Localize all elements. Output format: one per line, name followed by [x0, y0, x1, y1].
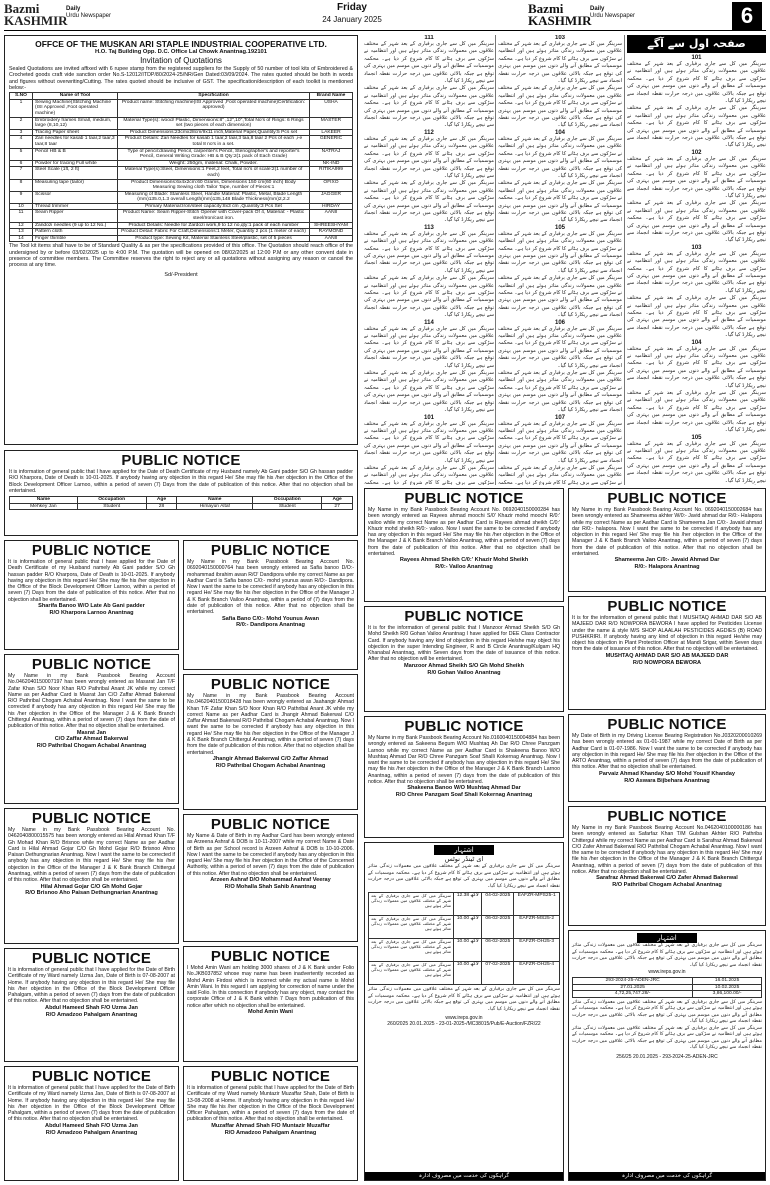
table-cell: Measuring tape (tailor) — [33, 179, 118, 191]
tender-title: OFFCE OF THE MUSKAN ARI STAPLE INDUSTRIAL COOPERATIVE LTD. — [35, 39, 327, 49]
notice-address: R/O Mohalla Shah Sahib Anantnag — [224, 883, 317, 890]
news-item-number: 103 — [554, 35, 565, 41]
urdu-column-2 — [498, 35, 622, 485]
news-paragraph: سرینگر میں کل سے جاری برفباری کے بعد شہر کے مختلف علاقوں میں معمولات زندگی متاثر ہوئے ہیں اور انتظامیہ نے سڑکوں سے برف ہٹانے کا کام شروع کر دیا ہے۔ محکمہ — [364, 464, 494, 485]
lot-date: 07-02-2025 — [482, 962, 514, 985]
table-cell: Himayun Altaf — [177, 503, 253, 510]
news-paragraph — [627, 441, 766, 485]
news-item-number: 105 — [691, 434, 702, 441]
masthead-left — [4, 3, 68, 27]
lot-date: 06-02-2025 — [482, 916, 514, 939]
table-row — [10, 210, 353, 222]
public-notice — [4, 540, 179, 650]
notice-title: PUBLIC NOTICE — [607, 716, 727, 733]
notice-signature: Sharifa Banoo W/O Late Ab Gani padder — [38, 603, 145, 610]
public-notice — [568, 488, 766, 592]
news-paragraph: سرینگر میں کل سے جاری برفباری کے بعد شہر کے مختلف علاقوں میں معمولات زندگی متاثر ہوئے ہیں اور انتظامیہ نے سڑکوں سے برف ہٹانے کا کام شروع کر دیا ہے۔ محکمہ موسمیات کے مطابق آنے والے دنوں میں موسم میں بہتری کی توقع ہے جبکہ بالائی علاقوں میں درجہ حرارت نقطہ انجماد سے نیچے ریکارڈ کیا گیا۔ — [364, 230, 494, 274]
table-row — [10, 129, 353, 136]
notice-signature: Jhangir Ahmad Bakerwal C/O Zaffar Ahmad — [212, 755, 329, 762]
table-row — [10, 191, 353, 203]
table-cell: Product Details: Zari Needles for kasab 1 taar,2 taar,3 taa,8 taar 2 Pcs of each ,i-e total 8 no's in a set. — [118, 136, 310, 148]
table-cell: Embroidery frames Small, medium, large (8,10,12) — [33, 117, 118, 129]
table-row — [10, 160, 353, 167]
table-cell: HIRDAY — [310, 203, 353, 210]
table-cell: Steel Scale (1ft, 2 ft) — [33, 167, 118, 179]
urdu-column-1 — [364, 35, 494, 485]
table-cell: Zandozi needles (9 up to 12 No.) — [33, 222, 118, 229]
notice-address: R/O Amadzoo Pahalgam Anantnag — [45, 1129, 138, 1136]
table-cell: 13 — [10, 229, 33, 236]
table-cell: Student — [253, 503, 322, 510]
news-paragraph: سرینگر میں کل سے جاری برفباری کے بعد شہر کے مختلف علاقوں میں معمولات زندگی متاثر ہوئے ہیں اور انتظامیہ نے سڑکوں سے برف ہٹانے کا کام شروع کر دیا ہے۔ محکمہ — [498, 464, 622, 485]
news-paragraph: سرینگر میں کل سے جاری برفباری کے بعد شہر کے مختلف علاقوں میں معمولات زندگی متاثر ہوئے ہیں اور انتظامیہ نے سڑکوں سے برف ہٹانے کا کام شروع کر دیا ہے۔ محکمہ موسمیات کے مطابق آنے والے دنوں میں موسم میں بہتری کی توقع ہے جبکہ بالائی علاقوں میں درجہ حرارت نقطہ انجماد سے نیچے ریکارڈ کیا گیا۔ — [364, 275, 494, 319]
table-row — [10, 203, 353, 210]
table-row — [10, 179, 353, 191]
notice-title: PUBLIC NOTICE — [210, 676, 331, 693]
notice-body: My Name in my Bank Passbook Bearing Account No.0462040100000186 has been wrongly entered as Safarfaz Khan T/M Gulshan Akhter R/O Pathriba Chittergul while my correct Name as per Aadhar Card is Sarafraz Ahmad Bakerwal C/O Zafer Ahmad Bakerwal R/O Pathribal Chogam Achabal Anantnag. Now I want the same to be corrected if anybody has any objection in this regard He/ She may file his /her objection in the Office of the Manager J & K Bank Branch Chittergul Anantnag, within a period of seven (7) days from the date of publication of this notice. After that no objection shall be entertained. — [572, 825, 762, 876]
brand-top: Bazmi — [4, 1, 40, 16]
news-item-number: 101 — [691, 55, 702, 61]
table-cell: Product name: Stitching machine(ISI Approved ,Foot operated machine)Certification: approved) — [118, 99, 310, 117]
news-item-number: 105 — [554, 224, 565, 231]
notice-signature: Safia Bano C/0:- Mohd Younus Awan — [221, 615, 320, 622]
public-notice — [183, 674, 358, 810]
notice-signature: Shakeena Banoo W/O Mushtaq Ahmad Dar — [407, 785, 521, 792]
lot-amount: 12.38 لاکھ — [454, 893, 482, 916]
table-cell: NATRAJ — [310, 148, 353, 160]
notice-title: PUBLIC NOTICE — [404, 490, 524, 507]
public-notice — [4, 654, 179, 804]
lot-date: 06-02-2025 — [482, 939, 514, 962]
notice-address: R/O Amadzoo Pahalgam Anantnag — [45, 1011, 138, 1018]
news-item-number: 104 — [554, 129, 565, 136]
news-paragraph: سرینگر میں کل سے جاری برفباری کے بعد شہر کے مختلف علاقوں میں معمولات زندگی متاثر ہوئے ہیں اور انتظامیہ نے سڑکوں سے برف ہٹانے کا کام شروع کر دیا ہے۔ محکمہ موسمیات کے مطابق آنے والے دنوں میں موسم میں بہتری کی توقع ہے جبکہ بالائی علاقوں میں درجہ حرارت نقطہ انجماد سے نیچے ریکارڈ کیا گیا۔ — [498, 275, 622, 319]
table-cell: 5 — [10, 148, 33, 160]
table-cell: 7 — [10, 167, 33, 179]
public-notice — [183, 540, 358, 670]
table-cell: Product Details: Needle for Zardozi work,9 to 12 no,qty:1 pack of each number — [118, 222, 310, 229]
notice-title: PUBLIC NOTICE — [210, 1068, 331, 1085]
lot-ref: EAFZR-OH25-4 — [514, 962, 560, 985]
tender-signature: Sd/-President — [164, 271, 198, 278]
table-cell: LAKEER — [310, 129, 353, 136]
col-age: Age — [146, 497, 177, 504]
news-paragraph: سرینگر میں کل سے جاری برفباری کے بعد شہر کے مختلف علاقوں میں معمولات زندگی متاثر ہوئے ہیں اور انتظامیہ نے سڑکوں سے برف ہٹانے کا کام شروع کر دیا ہے۔ محکمہ موسمیات کے مطابق آنے والے دنوں میں موسم میں بہتری کی توقع ہے جبکہ بالائی علاقوں میں درجہ حرارت نقطہ انجماد سے نیچے ریکارڈ کیا گیا۔ — [627, 105, 766, 149]
public-notice — [183, 814, 358, 942]
heirs-table — [9, 496, 353, 510]
notice-signature: Hilal Ahmad Gojar C/O Gh Mohd Gojar — [40, 883, 143, 890]
header-rule — [4, 30, 766, 31]
news-paragraph: سرینگر میں کل سے جاری برفباری کے بعد شہر کے مختلف علاقوں میں معمولات زندگی متاثر ہوئے ہیں اور انتظامیہ نے سڑکوں سے برف ہٹانے کا کام شروع کر دیا ہے۔ محکمہ موسمیات کے مطابق آنے والے دنوں میں موسم میں بہتری کی توقع ہے جبکہ بالائی علاقوں میں درجہ حرارت نقطہ انجماد سے نیچے ریکارڈ کیا گیا۔ — [364, 420, 494, 464]
table-cell: 28 — [146, 503, 177, 510]
news-paragraph: سرینگر میں کل سے جاری برفباری کے بعد شہر کے مختلف علاقوں میں معمولات زندگی متاثر ہوئے ہیں اور انتظامیہ نے سڑکوں سے برف ہٹانے کا کام شروع کر دیا ہے۔ محکمہ موسمیات کے مطابق آنے والے دنوں میں موسم میں بہتری کی توقع ہے جبکہ بالائی علاقوں میں درجہ حرارت نقطہ انجماد سے نیچے ریکارڈ کیا گیا۔ — [498, 85, 622, 129]
notice-wide — [4, 450, 358, 536]
table-cell: Measuring of Blade: Stainless Steel, Handle Material: Plastic, Metal, Blade Length (mm)135.0,1.3 overall Length(mm)135,148 Blade Thickness(mm)2,2.2 — [118, 191, 310, 203]
notice-body: My Name & Date of Birth in my Aadhar Card has been wrongly entered as Arzeena Ashraf & DOB is 10-11-2007 while my correct Name & Date of Birth as per School record is Arzeen Ashraf & DOB is 10-10-2006. Now I want the same to be corrected if anybody has any objection in this regard He/ She may file his /her objection in the Office of the Concerned Authority, within a period of seven (7) days from the date of publication of this notice. After that no objection shall be entertained. — [187, 833, 354, 877]
table-row — [10, 99, 353, 117]
table-row — [10, 136, 353, 148]
public-notice — [4, 1066, 179, 1181]
notice-title: PUBLIC NOTICE — [607, 808, 727, 825]
news-paragraph: سرینگر میں کل سے جاری برفباری کے بعد شہر کے مختلف علاقوں میں معمولات زندگی متاثر ہوئے ہیں اور انتظامیہ نے سڑکوں سے برف ہٹانے کا کام شروع کر دیا ہے۔ محکمہ موسمیات کے مطابق آنے والے دنوں میں موسم میں بہتری کی توقع ہے جبکہ بالائی علاقوں میں درجہ حرارت نقطہ انجماد سے نیچے ریکارڈ کیا گیا۔ — [498, 420, 622, 464]
ad-tag: اشتہار — [434, 845, 494, 855]
tender-date: 27.01.2025 — [573, 984, 693, 991]
notice-signature: Arzeen Ashraf D/O Mohammad Ashraf Veeray — [210, 877, 331, 884]
notice-body: My Name in my Bank Passbook Bearing Account No.0462040150007197 has been wrongly entered as Masarat Jan T/F Zafar Khan S/O Noor Khan R/O Pathribal Anant JK while my correct Name as per Aadhar Card is Masrat Jan C/O Zaffar Ahmad Bakerwal R/O Pathribal Chogam Achabal Anantnag. Now I want the same to be corrected if anybody has any objection in this regard He/ She may file his /her objection in the Office of the Manager J & K Bank Branch Chittergul Anantnag, within a period of seven (7) days from the date of publication of this notice. After that no objection shall be entertained. — [8, 673, 175, 730]
daily-label: Daily — [66, 6, 81, 12]
table-row — [369, 962, 560, 985]
tender-amount: 4,72,25,747.28/- — [573, 991, 693, 998]
table-cell: Primary Material:Iron/steel capacity:8x3 cm ,Quantity:3 Pcs Set — [118, 203, 310, 210]
public-notice — [183, 1066, 358, 1181]
ad-title: ای ٹینڈر نوٹس — [444, 855, 484, 863]
notice-address: C/O Zaffar Ahmad Bakerwal — [54, 736, 129, 743]
table-cell: 8 — [10, 179, 33, 191]
table-cell: Tracing Paper sheet — [33, 129, 118, 136]
tender-ref: 293-2024-25-ADEN-JRC — [573, 978, 693, 985]
public-notice — [568, 714, 766, 802]
table-cell: NK-IND — [310, 160, 353, 167]
ad-website[interactable]: www.ireps.gov.in — [648, 969, 686, 975]
notice-address: R/O Pathribal Chogam Achabal Anantnag — [612, 882, 722, 889]
table-row — [369, 939, 560, 962]
lot-description: سرینگر میں کل سے جاری برفباری کے بعد شہر کے مختلف علاقوں میں معمولات زندگی متاثر ہوئے ہیں — [369, 962, 454, 985]
table-cell: MASTER — [310, 117, 353, 129]
urdu-newspaper-label-right: Urdu Newspaper — [590, 13, 636, 19]
tender-subtitle: H.O. Taj Building Opp. D.C. Office Lal Chowk Anantnag.192101 — [95, 49, 267, 55]
table-row — [10, 167, 353, 179]
notice-body: My Name in my Bank Passbook Bearing Account No. 0692040150000764 has been wrongly entered as Safia banoo D/O:- mohammad ibrahim awan R/O' Dandipora while my correct Name as per Aadhar Card is Safia banoo C/0:- mohd younus awan R/O:- Dandipora. Now I want the same to be corrected if anybody has any objection in this regard He/ She may file his /her objection in the Office of the Manager J & K Bank Branch Vailoo Anantnag, within a period of (7) days from the date of publication of this notice. After that no objection shall be entertained. — [187, 559, 354, 616]
quotation-notice — [4, 35, 358, 445]
table-cell: Weight: 250gm, material: Chalk, Powder. — [118, 160, 310, 167]
table-cell: Product Detail: Fabric For Craft,Dimensions:1 Meter, Quantity 2 pcs (1 meter of each) — [118, 229, 310, 236]
table-cell: 4 — [10, 136, 33, 148]
ad-bottom-note: گراہکوں کی خدمت میں مصروف ادارہ — [365, 1172, 563, 1180]
table-cell: 3 — [10, 129, 33, 136]
public-notice — [4, 808, 179, 944]
notice-signature: MUSHTAQ AHMAD DAR S/O AB MAJEED DAR — [605, 652, 729, 659]
notice-title: PUBLIC NOTICE — [31, 1068, 152, 1085]
tender-date: 10.02.2025 — [693, 984, 762, 991]
ad-terms: سرینگر میں کل سے جاری برفباری کے بعد شہر کے مختلف علاقوں میں معمولات زندگی متاثر ہوئے ہیں اور انتظامیہ نے سڑکوں سے برف ہٹانے کا کام شروع کر دیا ہے۔ محکمہ موسمیات کے مطابق آنے والے دنوں میں موسم میں بہتری کی توقع ہے جبکہ بالائی علاقوں میں درجہ حرارت نقطہ انجماد سے نیچے ریکارڈ کیا گیا۔ — [368, 987, 560, 1012]
notice-address: R/O Chree Panzgam Soaf Shali Kokernag Anantnag — [395, 792, 533, 799]
notice-body: My Name in my Bank Passbook Bearing Account No.0160040150004884 has been wrongly entered as Sakeena Begum W/O Mushtaq Ah Dar R/O Chree Panzgam Larnoo while my correct Name as per Aadhar Card is Shakeena Banoo W/O Mushtaq Ahmad Dar R/O Chree Panzgam Soaf Shalli Kokernag Anantnag. Now I want the same to be corrected if anybody has any objection in this regard He/ She may file his /her objection in the Office of the Manager J & K Bank Branch Larnoo Anantnag, within a period of seven (7) days from the date of publication of this notice. After that no objection shall be entertained. — [368, 735, 560, 786]
table-cell: Pencil HB & B — [33, 148, 118, 160]
table-cell: Product Dimensions:23cmx28cm/9x11 inch,Material Paper,Quantity:5 Pcs set — [118, 129, 310, 136]
notice-title: PUBLIC NOTICE — [31, 810, 152, 827]
public-notice — [364, 488, 564, 602]
table-cell: 2 — [10, 117, 33, 129]
tender-footer: The Tool kit items shall have to be of Standard Quality & as per the specifications provided of this office. The Quotation should reach office of the undersigned by or before 03/02/2025 up to 4:00 P.M. The quotation will be opened on 08/02/2025 at 12:00 P.M or any other convent date in presence of committee members. The Committee reserves the right to reject any or all quotations without assigning any reason or cancel the process at any time. — [9, 243, 353, 269]
notice-signature: Rayees Ahmad Sheikh C/0:' Khazir Mohd Sheikh — [399, 557, 529, 564]
table-cell: RAYMOND — [310, 229, 353, 236]
table-cell: GENERIC — [310, 136, 353, 148]
news-item-number: 106 — [554, 319, 565, 326]
notice-body: My Name in my Bank Passbook Bearing Account No. 0462040800015575 has been wrongly entered as Hilal Ahmad Khan T/F Gh Mohad Khan R/O Brisnoo while my correct Name as per Aadhar Card is Hilal Ahmad Gojar C/O Gh Mohd Gojar R/O Brisnoo Ahno Paisan Dethungnarian Anantnag. Now I want the same to be corrected if anybody has any objection in this regard He/ She may file his /her objection in the Office of the Manager J & K Bank Branch Chittergul Anantnag, within a period of seven (7) days from the date of publication of this notice. After that no objection shall be entertained. — [8, 827, 175, 884]
brand-bottom-right: KASHMIR — [528, 13, 592, 28]
col-name: Name of Tool — [33, 93, 118, 100]
lot-description: سرینگر میں کل سے جاری برفباری کے بعد شہر کے مختلف علاقوں میں معمولات زندگی متاثر ہوئے ہیں — [369, 893, 454, 916]
public-notice — [568, 596, 766, 710]
news-paragraph: سرینگر میں کل سے جاری برفباری کے بعد شہر کے مختلف علاقوں میں معمولات زندگی متاثر ہوئے ہیں اور انتظامیہ نے سڑکوں سے برف ہٹانے کا کام شروع کر دیا ہے۔ محکمہ موسمیات کے مطابق آنے والے دنوں میں موسم میں بہتری کی توقع ہے جبکہ بالائی علاقوں میں درجہ حرارت نقطہ انجماد سے نیچے ریکارڈ کیا گیا۔ — [364, 85, 494, 129]
lot-ref: EAFZR-MS25-2 — [514, 916, 560, 939]
notice-title: PUBLIC NOTICE — [31, 950, 152, 967]
table-cell: AANII — [310, 235, 353, 242]
table-cell: Seam Ripper — [33, 210, 118, 222]
ad-intro: سرینگر میں کل سے جاری برفباری کے بعد شہر کے مختلف علاقوں میں معمولات زندگی متاثر ہوئے ہیں اور انتظامیہ نے سڑکوں سے برف ہٹانے کا کام شروع کر دیا ہے۔ محکمہ موسمیات کے مطابق آنے والے دنوں میں موسم میں بہتری کی توقع ہے جبکہ بالائی علاقوں میں درجہ حرارت نقطہ انجماد سے نیچے ریکارڈ کیا گیا۔ — [368, 864, 560, 889]
header-day: Friday — [336, 2, 367, 13]
notice-signature: Mohd Amin Wani — [248, 1009, 293, 1016]
public-notice — [364, 606, 564, 712]
urdu-column-3 — [627, 35, 766, 485]
notice-address: R/O NOWPORA BEWORA — [632, 659, 702, 666]
table-cell: 12 — [10, 222, 33, 229]
public-notice — [183, 946, 358, 1062]
news-paragraph: سرینگر میں کل سے جاری برفباری کے بعد شہر کے مختلف علاقوں میں معمولات زندگی متاثر ہوئے ہیں اور انتظامیہ نے سڑکوں سے برف ہٹانے کا کام شروع کر دیا ہے۔ محکمہ موسمیات کے مطابق آنے والے دنوں میں موسم میں بہتری کی توقع ہے جبکہ بالائی علاقوں میں درجہ حرارت نقطہ انجماد سے نیچے ریکارڈ کیا گیا۔ — [627, 200, 766, 244]
urdu-newspaper-label: Urdu Newspaper — [66, 13, 112, 19]
news-paragraph: سرینگر میں کل سے جاری برفباری کے بعد شہر کے مختلف علاقوں میں معمولات زندگی متاثر ہوئے ہیں اور انتظامیہ نے سڑکوں سے برف ہٹانے کا کام شروع کر دیا ہے۔ محکمہ موسمیات کے مطابق آنے والے دنوں میں موسم میں بہتری کی توقع ہے جبکہ بالائی علاقوں میں درجہ حرارت نقطہ انجماد سے نیچے ریکارڈ کیا گیا۔ — [498, 135, 622, 179]
table-cell: Scissor — [33, 191, 118, 203]
table-cell: JAGGER — [310, 191, 353, 203]
table-cell: Finger thimble — [33, 235, 118, 242]
table-cell: 14 — [10, 235, 33, 242]
notice-title: PUBLIC NOTICE — [607, 598, 727, 615]
notice-body: It is information of general public that I have applied for the Date of Birth Certificate of my Ward namely Muntazir Muzaffar Shah, Date of Birth is 13-08-2008 at Home. If anybody having any objection in this regard He/ She may file his /her objection in the Office of the Block Development Officer Pahalgam, within a period of seven (7) days from the date of publication of this notice. After that no objection shall be entertained. — [187, 1085, 354, 1123]
notice-body: It is information of general public that I have applied for the Date of Death Certificate of my Husband namely Ab Gani padder S/O Gh hassan padder R/O Kharpora, Date of Death is 10-01-2025. If anybody having any objection in this regard He/ She may file his /her objection in the Office of the Block Development Officer Larnoo, within a period of seven (7) Days from the date of publication of this notice. After that no objection shall be entertained. — [9, 469, 353, 494]
table-cell: Product Dimensions:6x4x2cm:60 Grams, Dimensions 150 cm(60 inch) Body Measuring Sewing cloth Tailor Tape, number of Pieces:1 — [118, 179, 310, 191]
ad-footer: 260/2025 20.01.2025 - 23-01-2025-/MC38015/Pub/E-Auction/FZR/22 — [387, 1021, 541, 1027]
tender-amount: 3,86,100.00/- — [693, 991, 762, 998]
news-item-number: 103 — [691, 244, 702, 251]
table-cell: 11 — [10, 210, 33, 222]
notice-title: PUBLIC NOTICE — [404, 608, 524, 625]
col-age: Age — [322, 497, 353, 504]
public-notice — [4, 948, 179, 1062]
daily-label-right: Daily — [590, 6, 605, 12]
public-notice — [364, 716, 564, 838]
notice-body: My Name in my Bank Passbook Bearing Account No. 0692040150000284 has been wrongly entered as Rayees ahmad moochi S/0' Khazir mohd moochi R/0:' vailoo while my correct Name as per Aadhar Card is Rayees ahmad sheikh C/0:' Khazir mohd sheikh R/0:- vailoo. Now I want the same to be corrected if anybody has any objection in this regard He/ She may file his /her objection in the Office of the Manager J & K Bank Branch Vailoo Anantnag, within a period of seven (7) days from the date of publication of this notice. After that no objection shall be entertained. — [368, 507, 560, 558]
notice-address: R/O Amadzoo Pahalgam Anantnag — [224, 1129, 317, 1136]
news-item-number: 107 — [554, 414, 565, 421]
table-cell: AANII — [310, 210, 353, 222]
table-cell: 1 — [10, 99, 33, 117]
table-row — [369, 893, 560, 916]
lot-description: سرینگر میں کل سے جاری برفباری کے بعد شہر کے مختلف علاقوں میں معمولات زندگی متاثر ہوئے ہیں — [369, 939, 454, 962]
table-cell: RITIKA999 — [310, 167, 353, 179]
table-row — [10, 148, 353, 160]
lot-date: 04-02-2025 — [482, 893, 514, 916]
notice-title: PUBLIC NOTICE — [210, 948, 331, 965]
notice-signature: Abdul Hameed Shah F/O Uzma Jan — [45, 1004, 138, 1011]
notice-title: PUBLIC NOTICE — [121, 452, 241, 469]
notice-address: R/O Kharpora Larnoo Anantnag — [49, 609, 134, 616]
news-paragraph: سرینگر میں کل سے جاری برفباری کے بعد شہر کے مختلف علاقوں میں معمولات زندگی متاثر ہوئے ہیں اور انتظامیہ نے سڑکوں سے برف ہٹانے کا کام شروع کر دیا ہے۔ محکمہ موسمیات کے مطابق آنے والے دنوں میں موسم میں بہتری کی توقع ہے جبکہ بالائی علاقوں میں درجہ حرارت نقطہ انجماد سے نیچے ریکارڈ کیا گیا۔ — [498, 41, 622, 85]
table-cell: OFIXO — [310, 179, 353, 191]
table-cell: 9 — [10, 191, 33, 203]
specification-table — [9, 92, 353, 242]
news-paragraph: سرینگر میں کل سے جاری برفباری کے بعد شہر کے مختلف علاقوں میں معمولات زندگی متاثر ہوئے ہیں اور انتظامیہ نے سڑکوں سے برف ہٹانے کا کام شروع کر دیا ہے۔ محکمہ موسمیات کے مطابق آنے والے دنوں میں موسم میں بہتری کی توقع ہے جبکہ بالائی علاقوں میں درجہ حرارت نقطہ انجماد سے نیچے ریکارڈ کیا گیا۔ — [627, 295, 766, 339]
col-occupation: Occupation — [77, 497, 146, 504]
notice-body: I Mohd Amin Wani am holding 3000 shares of J & K Bank under Folio No.JKB037852 whose may name has been inadvertently recorded as Mohd Amin Firdosi which is incorrect while my actual name is Mohd Amin Wani. In this regard I am applying for correction of name under the said Folio. In this connection if anybody has any object, may contact the corporate Office of J & K Bank within 7 Days from publication of this notice after which no objection shall be entertained. — [187, 965, 354, 1009]
news-paragraph: سرینگر میں کل سے جاری برفباری کے بعد شہر کے مختلف علاقوں میں معمولات زندگی متاثر ہوئے ہیں اور انتظامیہ نے سڑکوں سے برف ہٹانے کا کام شروع کر دیا ہے۔ محکمہ موسمیات کے مطابق آنے والے دنوں میں موسم میں بہتری کی توقع ہے جبکہ بالائی علاقوں میں درجہ حرارت نقطہ انجماد سے نیچے ریکارڈ کیا گیا۔ — [498, 325, 622, 369]
notice-title: PUBLIC NOTICE — [31, 542, 152, 559]
table-row — [369, 916, 560, 939]
notice-signature: Parvaiz Ahmad Khanday S/O Mohd Yousif Khanday — [598, 770, 736, 777]
lot-ref: EAFZR-OH25-3 — [514, 939, 560, 962]
column-divider — [624, 35, 625, 485]
public-notice — [568, 806, 766, 926]
header-date: 24 January 2025 — [322, 15, 382, 24]
table-cell: Mehkey Jan — [10, 503, 78, 510]
news-item-number: 111 — [424, 35, 434, 41]
notice-body: It is for the information of general public that I Manzoor Ahmad Sheikh S/O Gh Mohd Sheikh R/0 Gohan Vailoo Anantnag I have applied for DEE Class Contractor Card. If anybody having any kind of objection in this regard He/she may object his objection in the super Intending Engineer, R and B Circle Anantnag/Kulgam HQ Khanabal Anantnag, within Seven days from the date of issuance of this notice. After that no objection will be entertained. — [368, 625, 560, 663]
notice-address: R/0:- Vailoo Anantnag — [435, 564, 493, 571]
notice-body: It is information of general public that I have applied for the Date of Birth Certificate of my Ward namely Uzma Jan, Date of Birth is 07-08-2007 at Home. If anybody having any objection in this regard He/ She may file his /her objection in the Office of the Block Development Officer Pahalgam, within a period of seven (7) days from the date of publication of this notice. After that no objection shall be entertained. — [8, 1085, 175, 1123]
notice-body: My Date of Birth in my Driving License Bearing Registration No.J0320200010269 has been wrongly entered as 01-01-1987 while my correct Date of Birth as per Aadhar Card is 01-07-1986. Now I want the same to be corrected if anybody has any objection in this regard He/ She may file his /her objection in the Office of the ARTO Anantnag, within a period of seven (7) days from the date of publication of this notice. After that no objection shall be entertained. — [572, 733, 762, 771]
table-row — [10, 117, 353, 129]
table-row — [10, 229, 353, 236]
brand-bottom: KASHMIR — [4, 13, 68, 28]
news-paragraph: سرینگر میں کل سے جاری برفباری کے بعد شہر کے مختلف علاقوں میں معمولات زندگی متاثر ہوئے ہیں اور انتظامیہ نے سڑکوں سے برف ہٹانے کا کام شروع کر دیا ہے۔ محکمہ موسمیات کے مطابق آنے والے دنوں میں موسم میں بہتری کی توقع ہے جبکہ بالائی علاقوں میں درجہ حرارت نقطہ انجماد سے نیچے ریکارڈ کیا گیا۔ — [627, 61, 766, 105]
table-cell: Product Name: Seam Ripper-Stitch Opener with Cover-pack Of 4, Material: - Plastic steel/Iron/cast iron. — [118, 210, 310, 222]
col-name: Name — [10, 497, 78, 504]
notice-address: R/O Aswara Bijbehara Anantnag — [624, 777, 710, 784]
table-row — [10, 235, 353, 242]
news-paragraph: سرینگر میں کل سے جاری برفباری کے بعد شہر کے مختلف علاقوں میں معمولات زندگی متاثر ہوئے ہیں اور انتظامیہ نے سڑکوں سے برف ہٹانے کا کام شروع کر دیا ہے۔ محکمہ موسمیات کے مطابق آنے والے دنوں میں موسم میں بہتری کی توقع ہے جبکہ بالائی علاقوں میں درجہ حرارت نقطہ انجماد سے نیچے ریکارڈ کیا گیا۔ — [364, 325, 494, 369]
news-paragraph: سرینگر میں کل سے جاری برفباری کے بعد شہر کے مختلف علاقوں میں معمولات زندگی متاثر ہوئے ہیں اور انتظامیہ نے سڑکوں سے برف ہٹانے کا کام شروع کر دیا ہے۔ محکمہ موسمیات کے مطابق آنے والے دنوں میں موسم میں بہتری کی توقع ہے جبکہ بالائی علاقوں میں درجہ حرارت نقطہ انجماد سے نیچے ریکارڈ کیا گیا۔ — [498, 230, 622, 274]
ad-footer: 256/25 20.01.2025 - 293-2024-25-ADEN-JRC — [616, 1053, 718, 1060]
notice-address: R/O Pathribal Chogam Achabal Anantnag — [36, 743, 147, 750]
col-sno: S.NO — [10, 93, 33, 100]
table-cell: Powder for tracing Full white — [33, 160, 118, 167]
table-cell: Pattern cloth — [33, 229, 118, 236]
tender-details-table — [572, 977, 762, 998]
lot-amount: 10.00 لاکھ — [454, 916, 482, 939]
table-cell: Thread trimmer — [33, 203, 118, 210]
news-paragraph: سرینگر میں کل سے جاری برفباری کے بعد شہر کے مختلف علاقوں میں معمولات زندگی متاثر ہوئے ہیں اور انتظامیہ نے سڑکوں سے برف ہٹانے کا کام شروع کر دیا ہے۔ محکمہ موسمیات کے مطابق آنے والے دنوں میں موسم میں بہتری کی توقع ہے جبکہ بالائی علاقوں میں درجہ حرارت نقطہ انجماد سے نیچے ریکارڈ کیا گیا۔ — [627, 155, 766, 199]
tender-heading: Invitation of Quotations — [140, 56, 222, 65]
notice-signature: Manzoor Ahmad Sheikh S/O Gh Mohd Sheikh — [403, 662, 525, 669]
news-item-number: 104 — [691, 339, 702, 346]
table-cell: USHA — [310, 99, 353, 117]
table-cell: Type of pencil:drawing Pencil, carpenter's Pencil, Stenographer's and reporter's Pencil, General Writing Grade: HB & B Qty:2(1 pack of Each Grade) — [118, 148, 310, 160]
table-cell: Product type: Sewing Kit, Material Stainless Steel/plastic, set of 5 pieces — [118, 235, 310, 242]
news-paragraph: سرینگر میں کل سے جاری برفباری کے بعد شہر کے مختلف علاقوں میں معمولات زندگی متاثر ہوئے ہیں اور انتظامیہ نے سڑکوں سے برف ہٹانے کا کام شروع کر دیا ہے۔ محکمہ موسمیات کے مطابق آنے والے دنوں میں موسم میں بہتری کی توقع ہے جبکہ بالائی علاقوں میں درجہ حرارت نقطہ انجماد سے نیچے ریکارڈ کیا گیا۔ — [364, 370, 494, 414]
masthead-right — [528, 3, 592, 27]
ad-intro: سرینگر میں کل سے جاری برفباری کے بعد شہر کے مختلف علاقوں میں معمولات زندگی متاثر ہوئے ہیں اور انتظامیہ نے سڑکوں سے برف ہٹانے کا کام شروع کر دیا ہے۔ محکمہ موسمیات کے مطابق آنے والے دنوں میں موسم میں بہتری کی توقع ہے جبکہ بالائی علاقوں میں درجہ حرارت نقطہ انجماد سے نیچے ریکارڈ کیا گیا۔ — [572, 943, 762, 968]
table-cell: Student — [77, 503, 146, 510]
page-header — [4, 2, 766, 28]
tender-date: 16.01.2025 — [693, 978, 762, 985]
news-paragraph: سرینگر میں کل سے جاری برفباری کے بعد شہر کے مختلف علاقوں میں معمولات زندگی متاثر ہوئے ہیں اور انتظامیہ نے سڑکوں سے برف ہٹانے کا کام شروع کر دیا ہے۔ محکمہ موسمیات کے مطابق آنے والے دنوں میں موسم میں بہتری کی توقع ہے جبکہ بالائی علاقوں میں درجہ حرارت نقطہ انجماد سے نیچے ریکارڈ کیا گیا۔ — [627, 345, 766, 389]
table-cell: Sewing Machine(Stitching Machine (ISI Approved ,Foot operated machine) — [33, 99, 118, 117]
notice-address: R/0 Gohan Vailoo Anantnag — [427, 669, 501, 676]
notice-title: PUBLIC NOTICE — [210, 816, 331, 833]
notice-address: R/O Pathribal Chogam Achabal Anantnag — [215, 762, 326, 769]
railway-eauction-ad — [364, 842, 564, 1181]
notice-body: It is information of general public that I have applied for the Date of Death Certificate of my Husband namely Ab Gani padder S/O Gh hassan padder R/O Kharpora, Date of Death is 10-01-2025. If anybody having any objection in this regard He/ She may file his /her objection in the Office of the Block Development Officer Larnoo, within a period of seven (7) Days from the date of publication of this notice. After that no objection shall be entertained. — [8, 559, 175, 603]
ad-terms: سرینگر میں کل سے جاری برفباری کے بعد شہر کے مختلف علاقوں میں معمولات زندگی متاثر ہوئے ہیں اور انتظامیہ نے سڑکوں سے برف ہٹانے کا کام شروع کر دیا ہے۔ محکمہ موسمیات کے مطابق آنے والے دنوں میں موسم میں بہتری کی توقع ہے جبکہ بالائی علاقوں میں درجہ حرارت نقطہ انجماد سے نیچے ریکارڈ کیا گیا۔ — [572, 1025, 762, 1051]
railway-tender-ad — [568, 930, 766, 1181]
notice-signature: Abdul Hameed Shah F/O Uzma Jan — [45, 1122, 138, 1129]
notice-body: My Name in my Bank Passbook Bearing Account No.0462040150018428 has been wrongly entered as Jaahangir Ahmad Khan T/F Zafar Khan S/O Noor Khan R/O Pathribal Anant JK while my correct Name as per Aadhar Card is Jhangir Ahmad Bakerwal C/O Zaffar Ahmad Bakerwal R/O Pathribal Chogam Achabal Anantnag. Now I want the same to be corrected if anybody has any objection in this regard He/ She may file his /her objection in the Office of the Manager J & K Bank Branch Chittergul Anantnag, within a period of seven (7) days from the date of publication of this notice. After that no objection shall be entertained. — [187, 693, 354, 756]
table-cell: Zari needles for kasab 1 taar,2 taar,3 taar,8 taar — [33, 136, 118, 148]
notice-signature: Sarafraz Ahmad Bakerwal C/O Zafer Ahmad Bakerwal — [596, 875, 738, 882]
tender-intro: Sealed Quotations are invited affixed with 6 rupee stamp from the registered suppliers for the Supply of 50 number of tool kits of Embroidered & Crocheted goods craft vide sanction order No.S-12012/ITDP/80/2024-25/NR/Gen Dated:03/09/2024. The rates quoted should be both in words and figures without overwriting/Cutting. The rates quoted should be inclusive of GST. The specification/description of each toolkit is mentioned below:- — [9, 66, 353, 91]
col-name: Name — [177, 497, 253, 504]
notice-address: R/0:- Dandipora Anantnag — [236, 622, 305, 629]
table-cell: 27 — [322, 503, 353, 510]
news-paragraph: سرینگر میں کل سے جاری برفباری کے بعد شہر کے مختلف علاقوں میں معمولات زندگی متاثر ہوئے ہیں اور انتظامیہ نے سڑکوں سے برف ہٹانے کا کام شروع کر دیا ہے۔ محکمہ موسمیات کے مطابق آنے والے دنوں میں موسم میں بہتری کی توقع ہے جبکہ بالائی علاقوں میں درجہ حرارت نقطہ انجماد سے نیچے ریکارڈ کیا گیا۔ — [498, 180, 622, 224]
news-paragraph: سرینگر میں کل سے جاری برفباری کے بعد شہر کے مختلف علاقوں میں معمولات زندگی متاثر ہوئے ہیں اور انتظامیہ نے سڑکوں سے برف ہٹانے کا کام شروع کر دیا ہے۔ محکمہ موسمیات کے مطابق آنے والے دنوں میں موسم میں بہتری کی توقع ہے جبکہ بالائی علاقوں میں درجہ حرارت نقطہ انجماد سے نیچے ریکارڈ کیا گیا۔ — [627, 250, 766, 294]
page-number: 6 — [732, 2, 762, 30]
notice-body: It is for the information of general public that I MUSHTAQ AHMAD DAR S/O AB MAJEED DAR R/O NOWPORA BEWORA I have applied for Pesticides License under the name & style M/S SHOP ALAALAH PESTICIDES AGDIES (B) ROAD PUSHKRIRI. If anybody having any kind of objection in this regard He/she may object his objection in Plant Protection Officer at Mandi Srigar, within Seven days from the date of issuance of this notice. After that no objection will be entertained. — [572, 615, 762, 653]
column-divider — [495, 35, 496, 485]
notice-body: It is information of general public that I have applied for the Date of Birth Certificate of my Ward namely Uzma Jan, Date of Birth is 07-08-2007 at Home. If anybody having any objection in this regard He/ She may file his /her objection in the Office of the Block Development Officer Pahalgam, within a period of seven (7) days from the date of publication of this notice. After that no objection shall be entertained. — [8, 967, 175, 1005]
news-paragraph: سرینگر میں کل سے جاری برفباری کے بعد شہر کے مختلف علاقوں میں معمولات زندگی متاثر ہوئے ہیں اور انتظامیہ نے سڑکوں سے برف ہٹانے کا کام شروع کر دیا ہے۔ محکمہ موسمیات کے مطابق آنے والے دنوں میں موسم میں بہتری کی توقع ہے جبکہ بالائی علاقوں میں درجہ حرارت نقطہ انجماد سے نیچے ریکارڈ کیا گیا۔ — [498, 370, 622, 414]
ad-bottom-note: گراہکوں کی خدمت میں مصروف ادارہ — [569, 1172, 765, 1180]
col-brand: Brand Name — [310, 93, 353, 100]
col-spec: Specification — [118, 93, 310, 100]
notice-title: PUBLIC NOTICE — [210, 542, 331, 559]
lot-description: سرینگر میں کل سے جاری برفباری کے بعد شہر کے مختلف علاقوں میں معمولات زندگی متاثر ہوئے ہیں — [369, 916, 454, 939]
news-item-number: 101 — [423, 414, 434, 421]
auction-table — [368, 892, 560, 985]
notice-title: PUBLIC NOTICE — [607, 490, 727, 507]
notice-signature: Muzaffar Ahmad Shah F/O Muntazir Muzaffar — [211, 1122, 330, 1129]
ad-website[interactable]: www.ireps.gov.in — [445, 1015, 483, 1021]
notice-signature: Shameema Jan C/0:- Javaid Ahmad Dar — [614, 557, 720, 564]
news-item-number: 112 — [424, 129, 434, 136]
section-title: صفحہ اول سے آگے — [627, 35, 766, 53]
col-occupation: Occupation — [253, 497, 322, 504]
news-item-number: 102 — [691, 149, 702, 156]
lot-amount: 10.00 لاکھ — [454, 962, 482, 985]
lot-ref: EAFZR-MPS25-1 — [514, 893, 560, 916]
news-paragraph: سرینگر میں کل سے جاری برفباری کے بعد شہر کے مختلف علاقوں میں معمولات زندگی متاثر ہوئے ہیں اور انتظامیہ نے سڑکوں سے برف ہٹانے کا کام شروع کر دیا ہے۔ محکمہ موسمیات کے مطابق آنے والے دنوں میں موسم میں بہتری کی توقع ہے جبکہ بالائی علاقوں میں درجہ حرارت نقطہ انجماد سے نیچے ریکارڈ کیا گیا۔ — [364, 135, 494, 179]
lot-amount: 10.00 لاکھ — [454, 939, 482, 962]
table-row — [10, 222, 353, 229]
notice-title: PUBLIC NOTICE — [31, 656, 152, 673]
notice-title: PUBLIC NOTICE — [404, 718, 524, 735]
table-cell: 6 — [10, 160, 33, 167]
notice-body: My Name in my Bank Passbook Bearing Account No. 0692040150002684 has been wrongly entered as Shameema akhter W/0:- Javid ahmad dar R/0:- Halapora while my correct Name as per Aadhar Card is Shameema Jan C/0:- Javaid ahmad dar R/0:- halapora. Now I want the same to be corrected if anybody has any objection in this regard He/ She may file his /her objection in the Office of the Manager J & K Bank Branch Vailoo Anantnag, within a period of seven (7) days from the date of publication of this notice. After that no objection shall be entertained. — [572, 507, 762, 558]
notice-address: R/0:- Halapora Anantnag — [634, 564, 700, 571]
ad-tag: اشتہار — [637, 933, 697, 943]
auction-lot-table — [368, 892, 560, 985]
news-item-number: 114 — [424, 319, 434, 326]
news-item-number: 113 — [424, 224, 434, 231]
table-cell: Material Type(s):Steel, Dimensions:1 Feet,2 feet, Total no's of scale:2(1 number of each) — [118, 167, 310, 179]
news-paragraph: سرینگر میں کل سے جاری برفباری کے بعد شہر کے مختلف علاقوں میں معمولات زندگی متاثر ہوئے ہیں اور انتظامیہ نے سڑکوں سے برف ہٹانے کا کام شروع کر دیا ہے۔ محکمہ موسمیات کے مطابق آنے والے دنوں میں موسم میں بہتری کی توقع ہے جبکہ بالائی علاقوں میں درجہ حرارت نقطہ انجماد سے نیچے ریکارڈ کیا گیا۔ — [627, 390, 766, 434]
ad-terms: سرینگر میں کل سے جاری برفباری کے بعد شہر کے مختلف علاقوں میں معمولات زندگی متاثر ہوئے ہیں اور انتظامیہ نے سڑکوں سے برف ہٹانے کا کام شروع کر دیا ہے۔ محکمہ موسمیات کے مطابق آنے والے دنوں میں موسم میں بہتری کی توقع ہے جبکہ بالائی علاقوں میں درجہ حرارت نقطہ انجماد سے نیچے ریکارڈ کیا گیا۔ — [572, 999, 762, 1025]
news-paragraph: سرینگر میں کل سے جاری برفباری کے بعد شہر کے مختلف علاقوں میں معمولات زندگی متاثر ہوئے ہیں اور انتظامیہ نے سڑکوں سے برف ہٹانے کا کام شروع کر دیا ہے۔ محکمہ موسمیات کے مطابق آنے والے دنوں میں موسم میں بہتری کی توقع ہے جبکہ بالائی علاقوں میں درجہ حرارت نقطہ انجماد سے نیچے ریکارڈ کیا گیا۔ — [364, 41, 494, 85]
table-cell: 10 — [10, 203, 33, 210]
table-cell: SHREESHYAM — [310, 222, 353, 229]
table-cell: Material Type(s): wood/ Plastic, Dimensions:8" ,12",10",Total No's of Rings: 6 Rings set (two pieces of each dimension) — [118, 117, 310, 129]
news-paragraph: سرینگر میں کل سے جاری برفباری کے بعد شہر کے مختلف علاقوں میں معمولات زندگی متاثر ہوئے ہیں اور انتظامیہ نے سڑکوں سے برف ہٹانے کا کام شروع کر دیا ہے۔ محکمہ موسمیات کے مطابق آنے والے دنوں میں موسم میں بہتری کی توقع ہے جبکہ بالائی علاقوں میں درجہ حرارت نقطہ انجماد سے نیچے ریکارڈ کیا گیا۔ — [364, 180, 494, 224]
notice-address: R/O Brisnoo Aho Paisan Dethungnarian Anantnag — [25, 890, 158, 897]
brand-top-right: Bazmi — [528, 1, 564, 16]
notice-signature: Masrat Jan — [76, 729, 107, 736]
